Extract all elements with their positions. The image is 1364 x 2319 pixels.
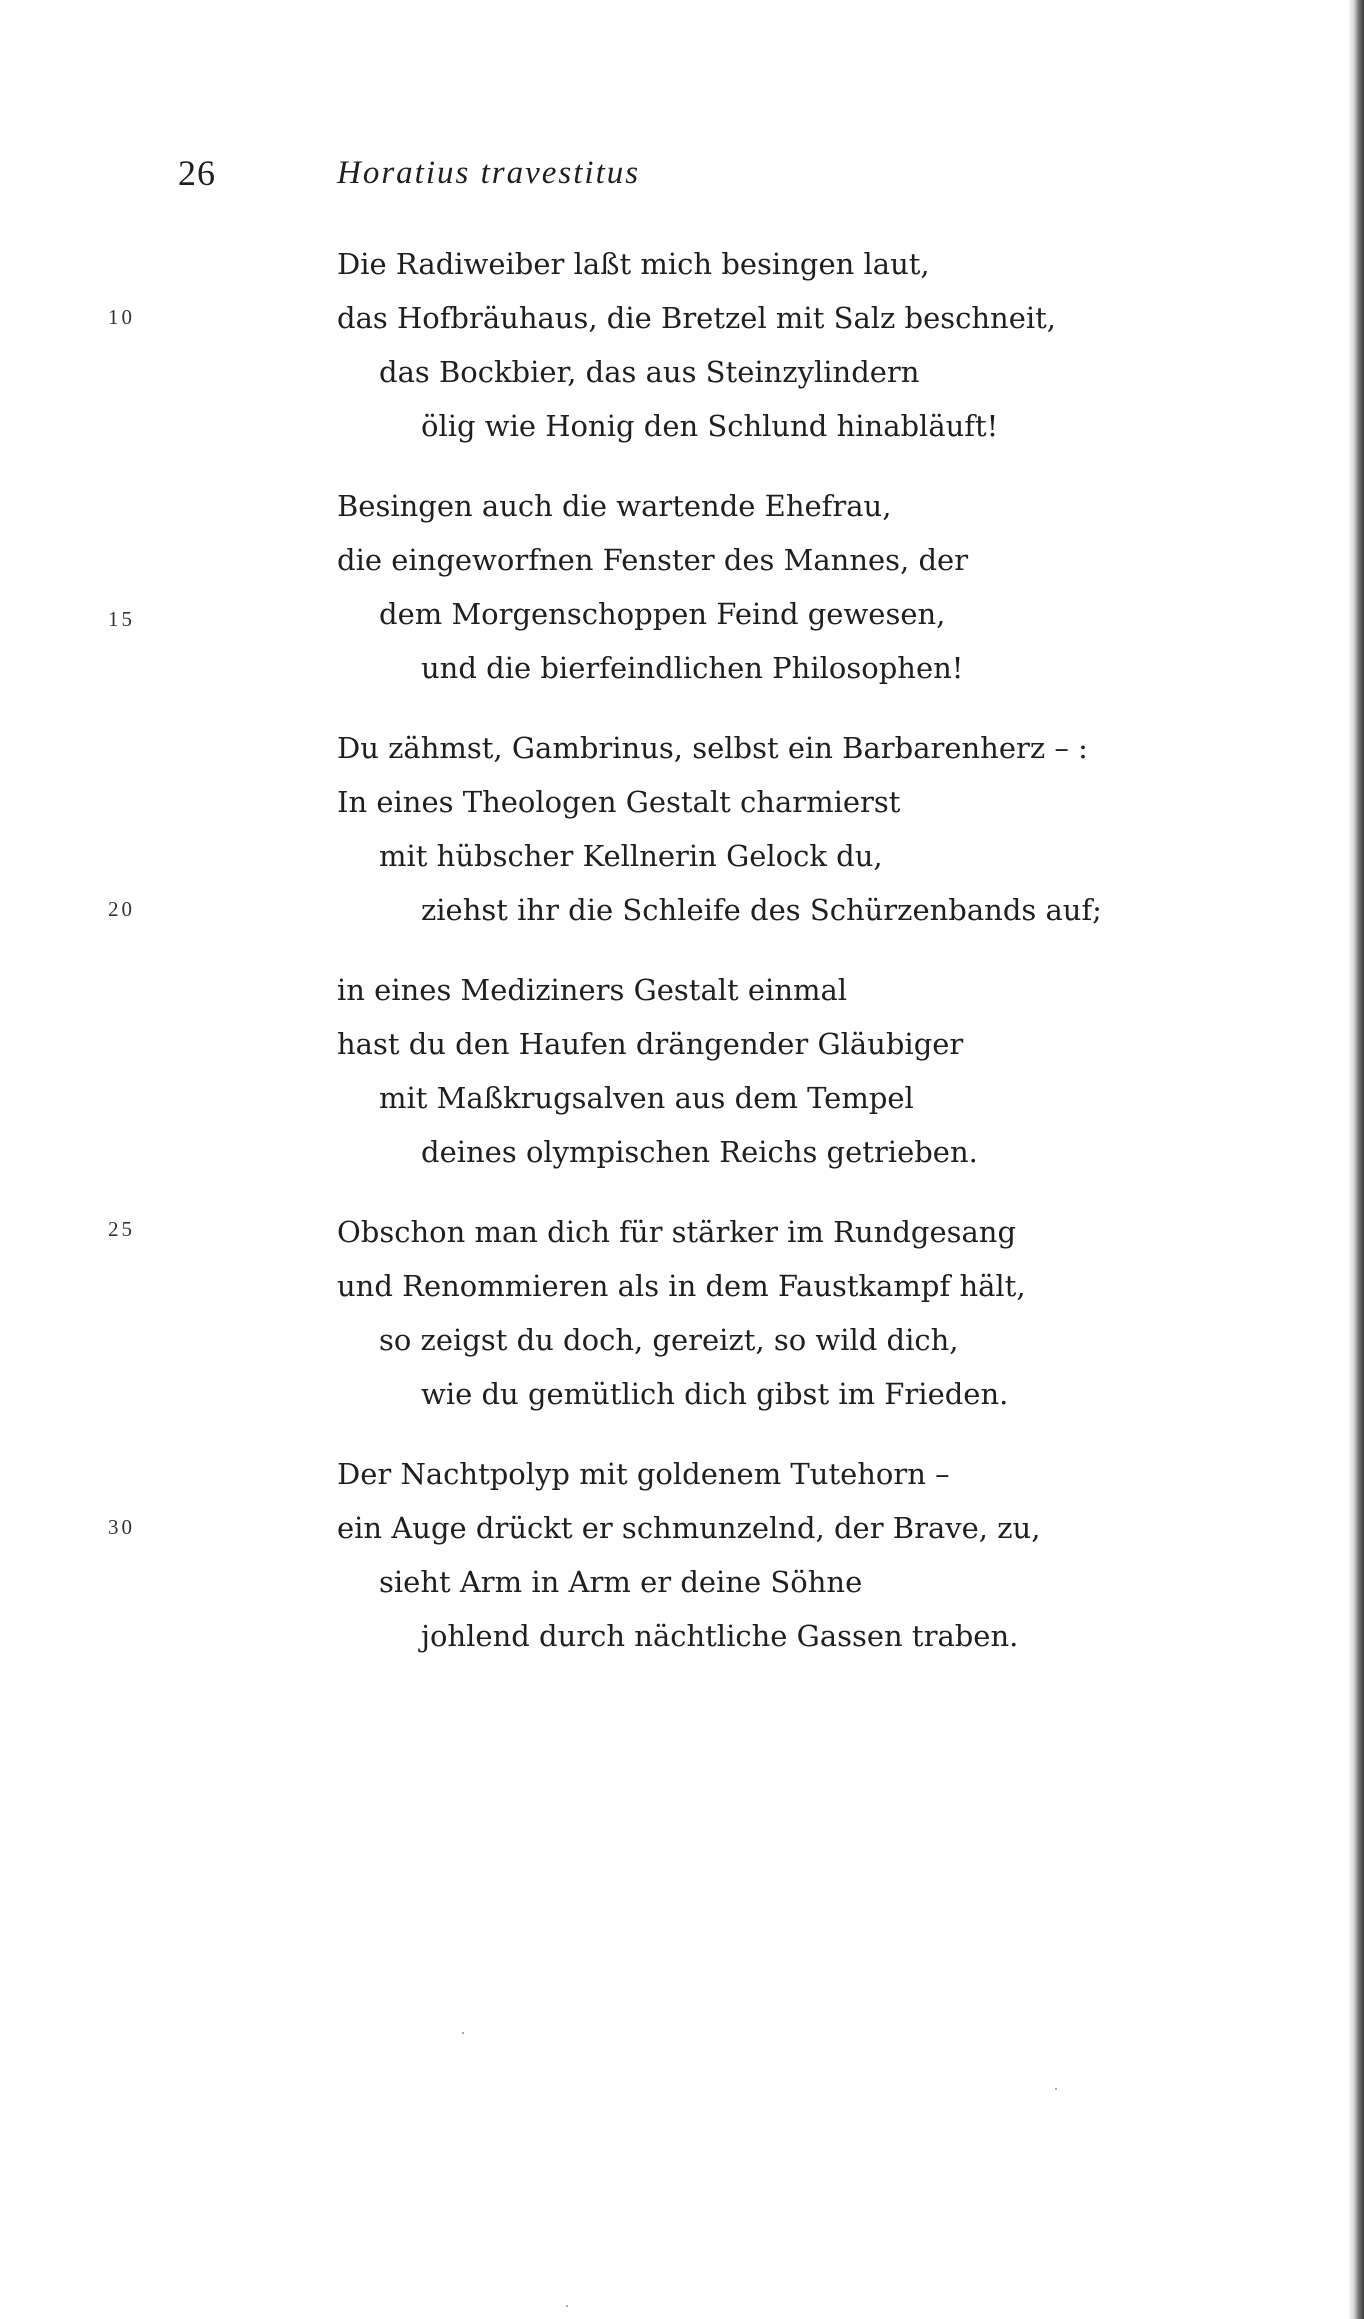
verse-line: und die bierfeindlichen Philosophen! (421, 651, 964, 685)
verse-line: Die Radiweiber laßt mich besingen laut, (337, 247, 930, 281)
verse-line: sieht Arm in Arm er deine Söhne (379, 1565, 863, 1599)
line-number: 10 (108, 305, 135, 329)
verse-line: deines olympischen Reichs getrieben. (421, 1135, 978, 1169)
verse-line: das Hofbräuhaus, die Bretzel mit Salz beschneit, (337, 301, 1057, 335)
stanza (337, 237, 1102, 453)
verse-line: Du zähmst, Gambrinus, selbst ein Barbarenherz – : (337, 731, 1088, 765)
paper-speck (566, 2305, 568, 2307)
paper-speck (462, 2032, 464, 2034)
paper-speck (1055, 2088, 1057, 2090)
verse-line: Obschon man dich für stärker im Rundgesang (337, 1215, 1017, 1249)
verse-line: das Bockbier, das aus Steinzylindern (379, 355, 920, 389)
verse-line: johlend durch nächtliche Gassen traben. (421, 1619, 1019, 1653)
line-number: 25 (108, 1217, 135, 1241)
line-number: 20 (108, 897, 135, 921)
verse-line: in eines Mediziners Gestalt einmal (337, 973, 848, 1007)
verse-line: so zeigst du doch, gereizt, so wild dich, (379, 1323, 959, 1357)
verse-line: hast du den Haufen drängender Gläubiger (337, 1027, 964, 1061)
stanza (337, 963, 1102, 1179)
verse-line: die eingeworfnen Fenster des Mannes, der (337, 543, 969, 577)
poem-body (337, 237, 1102, 1689)
verse-line: und Renommieren als in dem Faustkampf hält, (337, 1269, 1026, 1303)
verse-line: ziehst ihr die Schleife des Schürzenbands auf; (421, 893, 1102, 927)
verse-line: ein Auge drückt er schmunzelnd, der Brave, zu, (337, 1511, 1041, 1545)
verse-line: wie du gemütlich dich gibst im Frieden. (421, 1377, 1009, 1411)
page-number: 26 (178, 153, 216, 193)
verse-line: Der Nachtpolyp mit goldenem Tutehorn – (337, 1457, 950, 1491)
running-title: Horatius travestitus (337, 155, 641, 191)
stanza (337, 1205, 1102, 1421)
stanza (337, 479, 1102, 695)
verse-line: mit hübscher Kellnerin Gelock du, (379, 839, 883, 873)
stanza (337, 721, 1102, 937)
line-number: 15 (108, 607, 135, 631)
line-number: 30 (108, 1515, 135, 1539)
verse-line: In eines Theologen Gestalt charmierst (337, 785, 901, 819)
verse-line: Besingen auch die wartende Ehefrau, (337, 489, 892, 523)
verse-line: ölig wie Honig den Schlund hinabläuft! (421, 409, 999, 443)
verse-line: dem Morgenschoppen Feind gewesen, (379, 597, 946, 631)
verse-line: mit Maßkrugsalven aus dem Tempel (379, 1081, 914, 1115)
stanza (337, 1447, 1102, 1663)
page-edge-shadow (1348, 0, 1364, 2319)
